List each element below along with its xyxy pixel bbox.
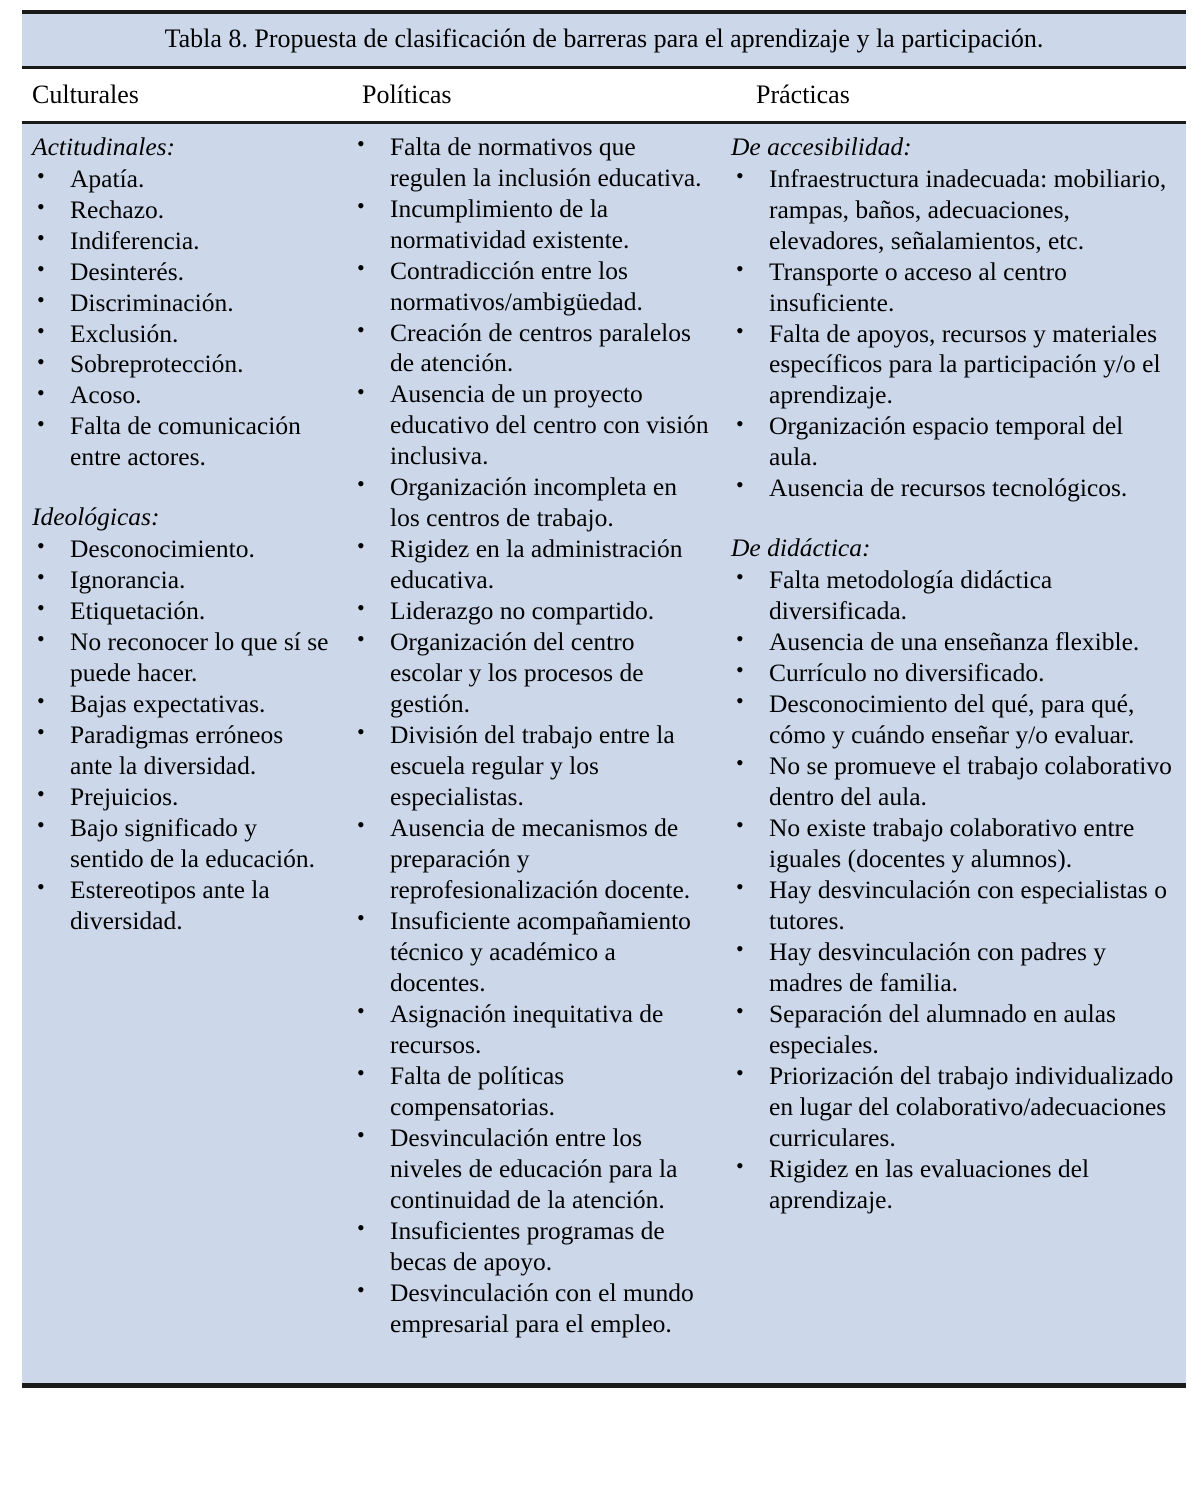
list-item: • Hay desvinculación con padres y madres de familia. — [736, 937, 1176, 999]
section-heading-de-didactica: De didáctica: — [731, 533, 871, 563]
table-body-row — [22, 124, 1186, 1383]
list-item: • Desvinculación entre los niveles de educación para la continuidad de la atención. — [357, 1123, 709, 1216]
list-politicas — [352, 132, 709, 1340]
list-de-didactica — [731, 565, 1176, 1215]
list-item: • Indiferencia. — [37, 226, 331, 257]
list-item: • No existe trabajo colaborativo entre iguales (docentes y alumnos). — [736, 813, 1176, 875]
list-item: • Organización del centro escolar y los procesos de gestión. — [357, 627, 709, 720]
list-item: • Falta de políticas compensatorias. — [357, 1061, 709, 1123]
list-item: • Rigidez en la administración educativa. — [357, 534, 709, 596]
list-item: • Ausencia de mecanismos de preparación y reprofesionalización docente. — [357, 813, 709, 906]
section-spacer — [731, 504, 1176, 533]
section-heading-de-accesibilidad: De accesibilidad: — [731, 131, 912, 161]
cell-culturales — [22, 132, 337, 937]
list-item: • Etiquetación. — [37, 596, 331, 627]
list-item: • Incumplimiento de la normatividad existente. — [357, 194, 709, 256]
column-header-practicas: Prácticas — [756, 79, 850, 109]
list-item: • Separación del alumnado en aulas especiales. — [736, 999, 1176, 1061]
list-item: • Organización espacio temporal del aula. — [736, 411, 1176, 473]
column-header-culturales: Culturales — [32, 79, 139, 109]
list-item: • Falta metodología didáctica diversificada. — [736, 565, 1176, 627]
list-item: • Bajas expectativas. — [37, 689, 331, 720]
section-heading-actitudinales: Actitudinales: — [32, 131, 176, 161]
column-header-politicas: Políticas — [362, 79, 452, 109]
list-item: • Infraestructura inadecuada: mobiliario, rampas, baños, adecuaciones, elevadores, señalamientos, etc. — [736, 164, 1176, 257]
list-item: • Liderazgo no compartido. — [357, 596, 709, 627]
list-item: • División del trabajo entre la escuela regular y los especialistas. — [357, 720, 709, 813]
cell-politicas — [337, 132, 717, 1340]
table-caption: Tabla 8. Propuesta de clasificación de barreras para el aprendizaje y la participación. — [22, 14, 1186, 66]
cell-practicas — [717, 132, 1186, 1216]
list-item: • Falta de normativos que regulen la inclusión educativa. — [357, 132, 709, 194]
list-item: • Rechazo. — [37, 195, 331, 226]
list-item: • Exclusión. — [37, 319, 331, 350]
list-item: • No se promueve el trabajo colaborativo dentro del aula. — [736, 751, 1176, 813]
list-item: • Ignorancia. — [37, 565, 331, 596]
list-item: • Bajo significado y sentido de la educación. — [37, 813, 331, 875]
list-item: • Sobreprotección. — [37, 349, 331, 380]
list-item: • Desconocimiento del qué, para qué, cómo y cuándo enseñar y/o evaluar. — [736, 689, 1176, 751]
list-item: • Asignación inequitativa de recursos. — [357, 999, 709, 1061]
section-spacer — [32, 473, 331, 502]
list-item: • Paradigmas erróneos ante la diversidad. — [37, 720, 331, 782]
list-item: • Contradicción entre los normativos/ambigüedad. — [357, 256, 709, 318]
list-item: • Falta de comunicación entre actores. — [37, 411, 331, 473]
list-item: • Insuficientes programas de becas de apoyo. — [357, 1216, 709, 1278]
list-item: • Apatía. — [37, 164, 331, 195]
list-actitudinales — [32, 164, 331, 474]
list-item: • Rigidez en las evaluaciones del aprendizaje. — [736, 1154, 1176, 1216]
list-item: • No reconocer lo que sí se puede hacer. — [37, 627, 331, 689]
list-item: • Currículo no diversificado. — [736, 658, 1176, 689]
list-item: • Ausencia de recursos tecnológicos. — [736, 473, 1176, 504]
list-item: • Estereotipos ante la diversidad. — [37, 875, 331, 937]
list-item: • Organización incompleta en los centros de trabajo. — [357, 472, 709, 534]
list-item: • Prejuicios. — [37, 782, 331, 813]
section-heading-ideologicas: Ideológicas: — [32, 502, 160, 532]
list-item: • Ausencia de un proyecto educativo del centro con visión inclusiva. — [357, 379, 709, 472]
list-item: • Insuficiente acompañamiento técnico y académico a docentes. — [357, 906, 709, 999]
list-ideologicas — [32, 534, 331, 937]
list-item: • Priorización del trabajo individualizado en lugar del colaborativo/adecuaciones curriculares. — [736, 1061, 1176, 1154]
list-item: • Falta de apoyos, recursos y materiales específicos para la participación y/o el aprendizaje. — [736, 319, 1176, 412]
table-header-row — [22, 69, 1186, 121]
list-item: • Desvinculación con el mundo empresarial para el empleo. — [357, 1278, 709, 1340]
list-item: • Creación de centros paralelos de atención. — [357, 318, 709, 380]
list-item: • Desconocimiento. — [37, 534, 331, 565]
list-item: • Transporte o acceso al centro insuficiente. — [736, 257, 1176, 319]
list-de-accesibilidad — [731, 164, 1176, 505]
table-bottom-rule — [22, 1383, 1186, 1388]
list-item: • Desinterés. — [37, 257, 331, 288]
list-item: • Ausencia de una enseñanza flexible. — [736, 627, 1176, 658]
table-8-container — [0, 10, 1204, 1486]
list-item: • Discriminación. — [37, 288, 331, 319]
list-item: • Hay desvinculación con especialistas o tutores. — [736, 875, 1176, 937]
list-item: • Acoso. — [37, 380, 331, 411]
